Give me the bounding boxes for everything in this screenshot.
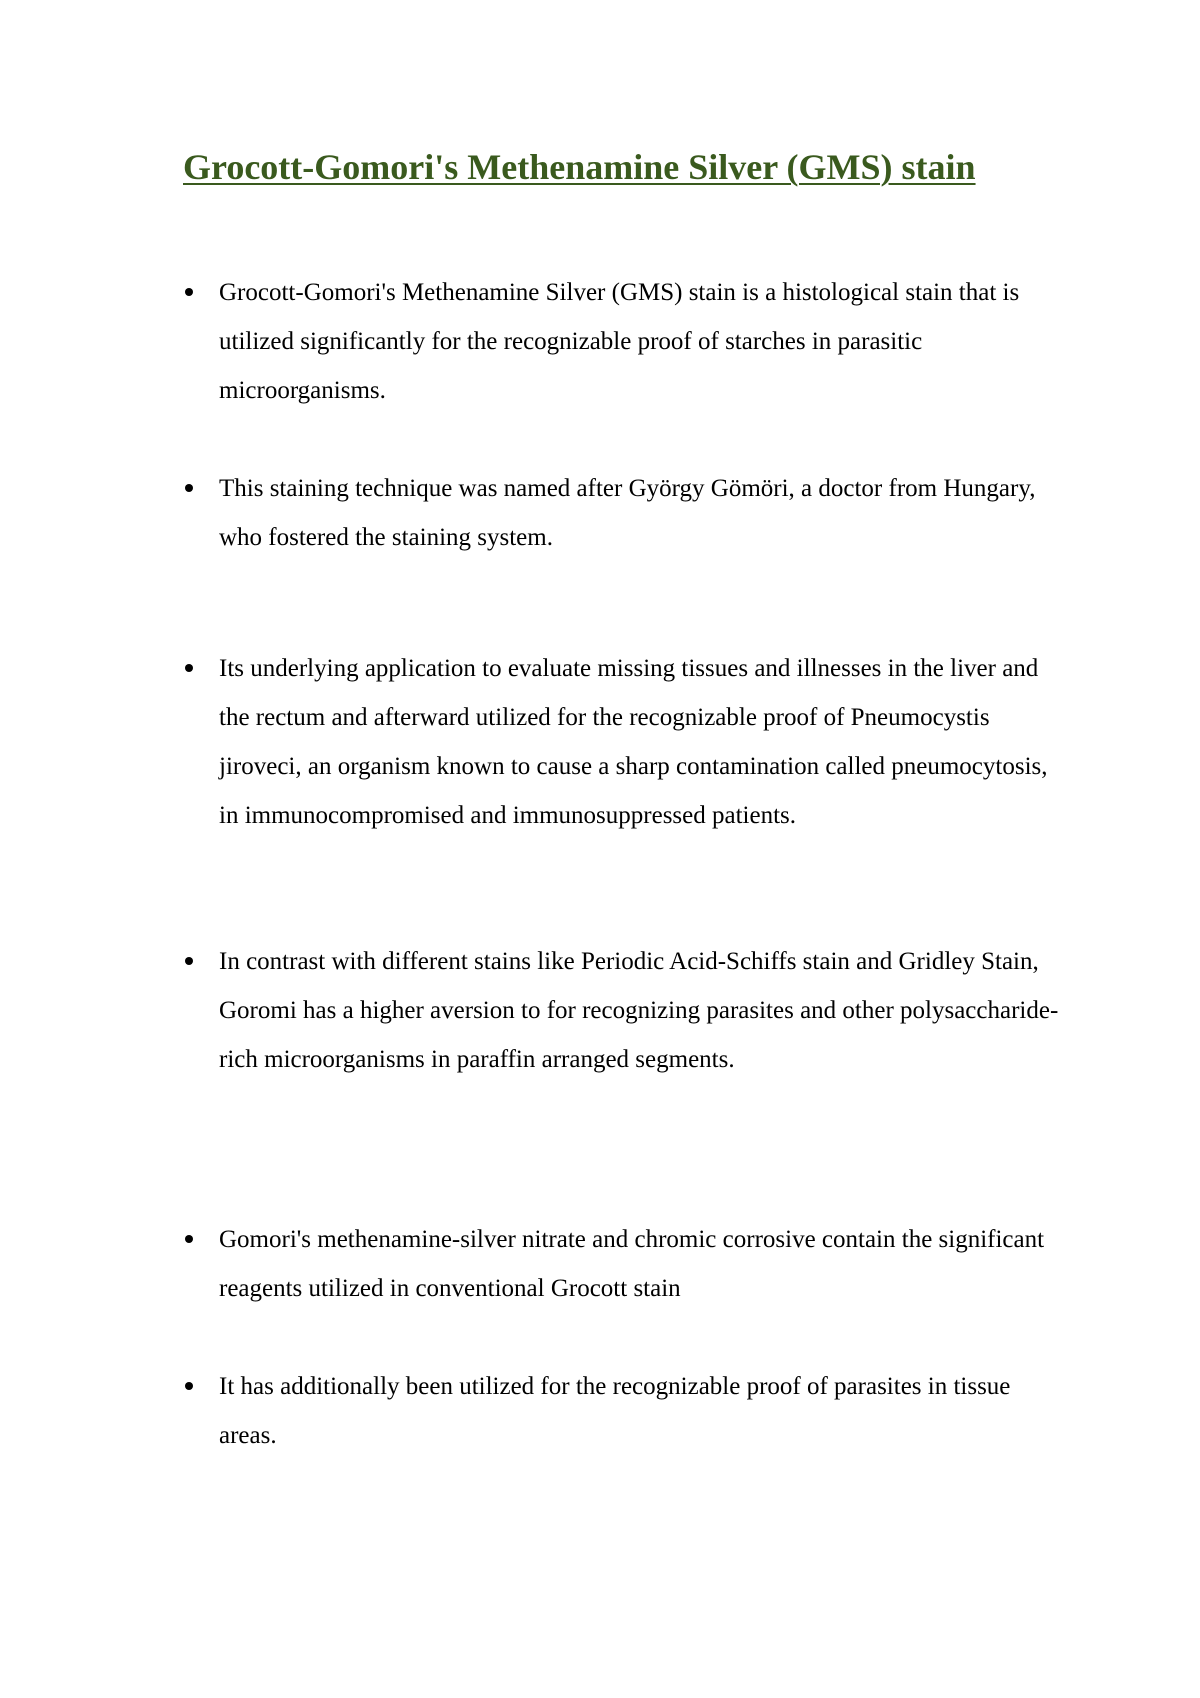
bullet-text: Grocott-Gomori's Methenamine Silver (GMS) stain is a histological stain that is utilized significantly for the recognizable proof of starches in parasitic microorganisms. — [219, 279, 1020, 404]
list-item — [219, 464, 1069, 562]
page-title: Grocott-Gomori's Methenamine Silver (GMS) stain — [183, 147, 976, 187]
bullet-icon — [185, 664, 193, 672]
list-item — [219, 937, 1069, 1084]
bullet-text: Gomori's methenamine-silver nitrate and chromic corrosive contain the significant reagents utilized in conventional Grocott stain — [219, 1226, 1045, 1302]
bullet-icon — [185, 1235, 193, 1243]
bullet-text: This staining technique was named after György Gömöri, a doctor from Hungary, who fostered the staining system. — [219, 475, 1036, 551]
bullet-text: In contrast with different stains like Periodic Acid-Schiffs stain and Gridley Stain, Goromi has a higher aversion to for recognizing parasites and other polysaccharide-rich microorganisms in paraffin arranged segments. — [219, 948, 1059, 1073]
bullet-text: Its underlying application to evaluate missing tissues and illnesses in the liver and the rectum and afterward utilized for the recognizable proof of Pneumocystis jiroveci, an organism known to cause a sharp contamination called pneumocytosis, in immunocompromised and immunosuppressed patients. — [219, 655, 1048, 829]
list-item — [219, 1215, 1069, 1313]
list-item — [219, 644, 1069, 840]
list-item — [219, 268, 1069, 415]
bullet-icon — [185, 957, 193, 965]
list-item — [219, 1362, 1069, 1460]
bullet-icon — [185, 288, 193, 296]
bullet-icon — [185, 1382, 193, 1390]
bullet-text: It has additionally been utilized for the recognizable proof of parasites in tissue areas. — [219, 1373, 1011, 1449]
bullet-icon — [185, 484, 193, 492]
